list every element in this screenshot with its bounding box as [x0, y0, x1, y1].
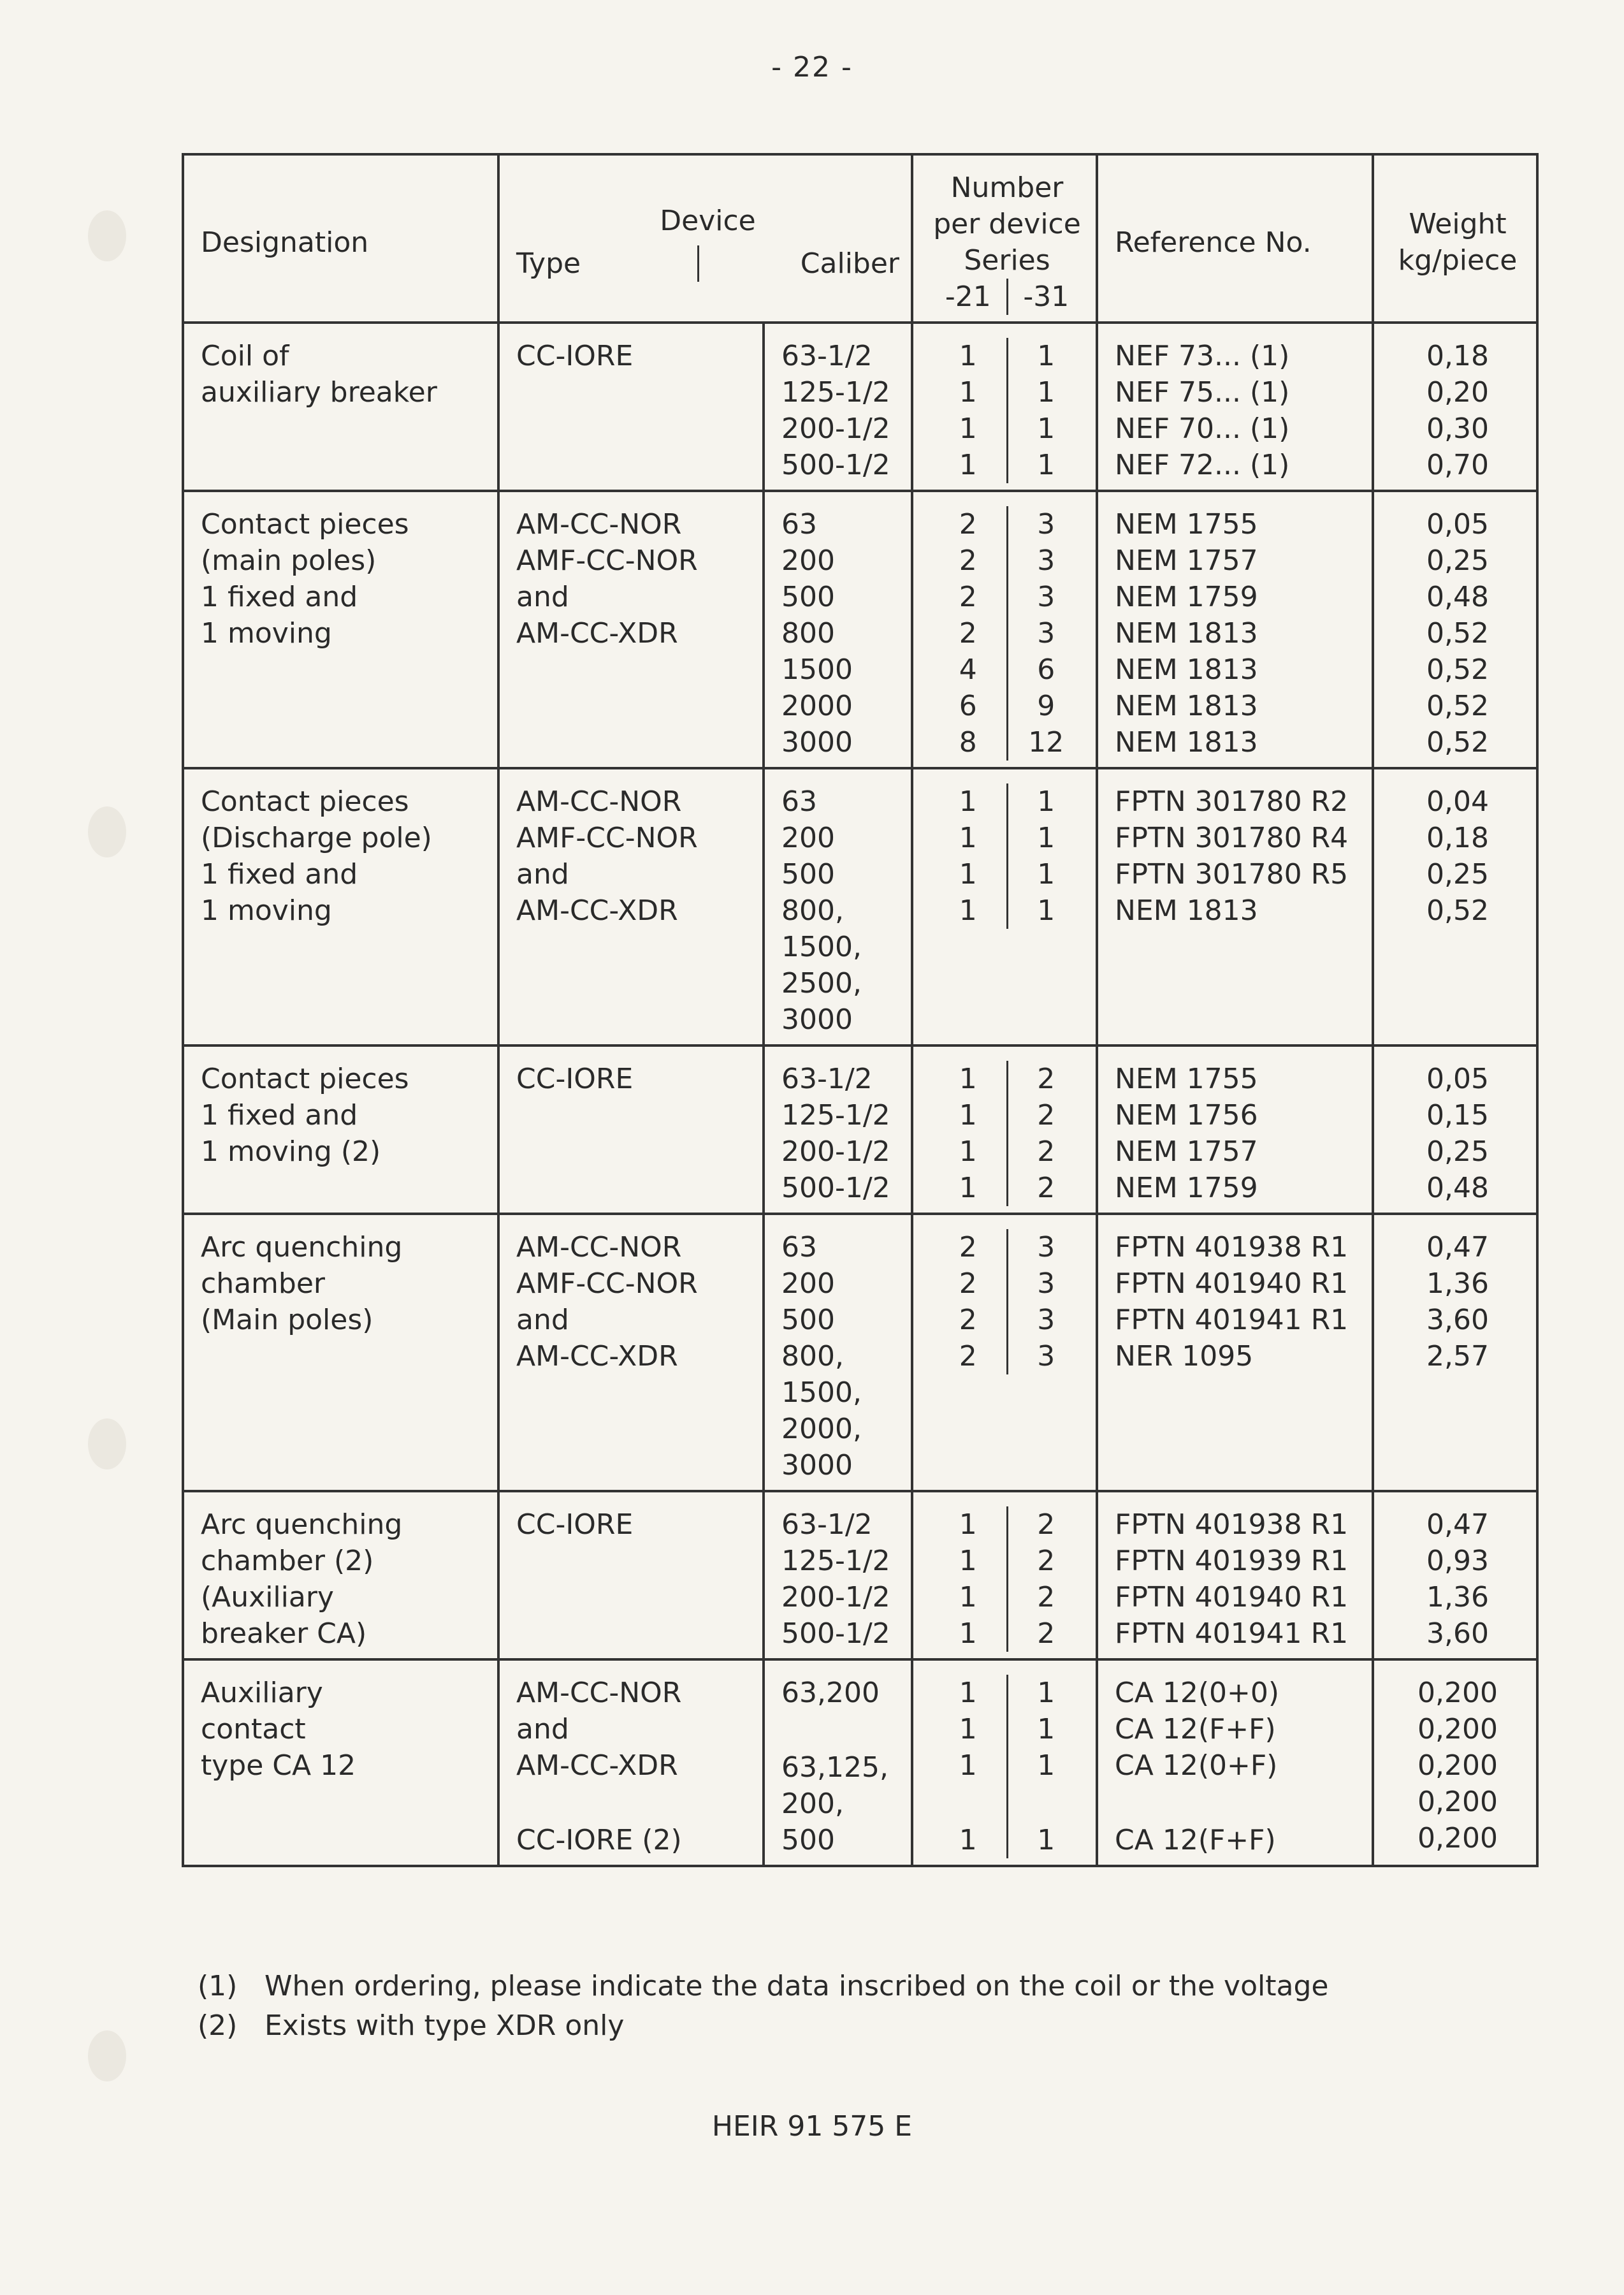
- series-31-value: 1: [1037, 1749, 1055, 1782]
- type-cell: [498, 768, 764, 1046]
- footnote: (1) When ordering, please indicate the data inscribed on the coil or the voltage: [198, 1970, 1329, 2002]
- caliber-cell: [764, 1046, 912, 1214]
- weight-line: 3,60: [1426, 1304, 1489, 1336]
- designation-line: (Main poles): [201, 1304, 373, 1336]
- type-line: AMF-CC-NOR: [516, 1267, 698, 1300]
- reference-line: NEF 75... (1): [1115, 376, 1290, 409]
- series-21-value: 1: [959, 1713, 977, 1745]
- reference-line: NEM 1813: [1115, 653, 1258, 686]
- reference-line: FPTN 301780 R4: [1115, 822, 1349, 854]
- series-21-value: 1: [959, 822, 977, 854]
- series-31-value: 12: [1028, 726, 1064, 759]
- weight-line: 1,36: [1426, 1267, 1489, 1300]
- reference-line: NEF 72... (1): [1115, 449, 1290, 481]
- reference-line: CA 12(0+F): [1115, 1749, 1278, 1782]
- header-caliber: Caliber: [697, 245, 899, 282]
- series-31-value: 2: [1037, 1063, 1055, 1095]
- reference-line: FPTN 401938 R1: [1115, 1508, 1349, 1541]
- caliber-line: 1500: [781, 653, 853, 686]
- reference-cell: [1097, 1491, 1373, 1659]
- designation-line: 1 fixed and: [201, 858, 358, 891]
- type-cell: [498, 1491, 764, 1659]
- table-row: [183, 1214, 1537, 1491]
- designation-line: 1 moving: [201, 894, 332, 927]
- weight-line: 0,48: [1426, 581, 1489, 613]
- type-line: AM-CC-NOR: [516, 1677, 682, 1709]
- series-31-value: 1: [1037, 858, 1055, 891]
- designation-line: Contact pieces: [201, 1063, 409, 1095]
- series-21-value: 4: [959, 653, 977, 686]
- caliber-line: 500-1/2: [781, 449, 890, 481]
- weight-line: 0,25: [1426, 858, 1489, 891]
- designation-cell: [183, 1491, 498, 1659]
- weight-line: 0,52: [1426, 726, 1489, 759]
- series-31-value: 1: [1037, 449, 1055, 481]
- type-line: AM-CC-XDR: [516, 617, 678, 650]
- series-21-value: 1: [959, 340, 977, 372]
- reference-line: NEM 1757: [1115, 1135, 1258, 1168]
- designation-cell: [183, 323, 498, 491]
- header-designation: Designation: [183, 154, 498, 323]
- caliber-line: 125-1/2: [781, 1545, 890, 1577]
- caliber-line: 63,200: [781, 1677, 880, 1709]
- designation-line: chamber: [201, 1267, 325, 1300]
- reference-cell: [1097, 768, 1373, 1046]
- punch-hole: [88, 2030, 126, 2081]
- series-21-value: 2: [959, 508, 977, 541]
- series-31-value: 9: [1037, 690, 1055, 722]
- weight-line: 3,60: [1426, 1617, 1489, 1650]
- reference-line: NEM 1813: [1115, 690, 1258, 722]
- table-row: [183, 1491, 1537, 1659]
- weight-line: 0,70: [1426, 449, 1489, 481]
- type-line: CC-IORE (2): [516, 1824, 682, 1856]
- header-number: Number per device Series -21 -31: [912, 154, 1097, 323]
- caliber-line: 200-1/2: [781, 412, 890, 445]
- reference-cell: [1097, 491, 1373, 768]
- series-21-value: 8: [959, 726, 977, 759]
- reference-line: CA 12(F+F): [1115, 1713, 1276, 1745]
- type-line: AM-CC-NOR: [516, 508, 682, 541]
- number-cell: [912, 1659, 1097, 1866]
- designation-line: Coil of: [201, 340, 289, 372]
- reference-cell: [1097, 1659, 1373, 1866]
- reference-line: CA 12(F+F): [1115, 1824, 1276, 1856]
- caliber-line: 125-1/2: [781, 1099, 890, 1132]
- caliber-line: 200,: [781, 1788, 844, 1820]
- number-cell: [912, 768, 1097, 1046]
- caliber-line: 500-1/2: [781, 1617, 890, 1650]
- number-cell: [912, 1046, 1097, 1214]
- reference-line: FPTN 401939 R1: [1115, 1545, 1349, 1577]
- designation-line: (Auxiliary: [201, 1581, 334, 1614]
- series-21-value: 2: [959, 1267, 977, 1300]
- weight-line: 0,200: [1417, 1713, 1498, 1745]
- weight-line: 0,18: [1426, 822, 1489, 854]
- series-31-value: 2: [1037, 1135, 1055, 1168]
- document-code: HEIR 91 575 E: [711, 2110, 913, 2143]
- caliber-line: 200: [781, 544, 835, 577]
- designation-line: (Discharge pole): [201, 822, 432, 854]
- series-21-value: 2: [959, 1304, 977, 1336]
- type-line: AM-CC-NOR: [516, 1231, 682, 1264]
- series-31-value: 1: [1037, 412, 1055, 445]
- series-31-value: 3: [1037, 1267, 1055, 1300]
- caliber-line: 200-1/2: [781, 1581, 890, 1614]
- weight-line: 0,05: [1426, 1063, 1489, 1095]
- weight-line: 0,05: [1426, 508, 1489, 541]
- reference-line: NEM 1756: [1115, 1099, 1258, 1132]
- type-line: AMF-CC-NOR: [516, 822, 698, 854]
- designation-line: 1 fixed and: [201, 581, 358, 613]
- series-31-value: 3: [1037, 1340, 1055, 1373]
- number-cell: [912, 323, 1097, 491]
- reference-line: FPTN 301780 R2: [1115, 785, 1349, 818]
- caliber-line: 3000: [781, 1449, 853, 1482]
- weight-line: 2,57: [1426, 1340, 1489, 1373]
- caliber-line: 63: [781, 1231, 817, 1264]
- weight-line: 0,200: [1417, 1822, 1498, 1854]
- weight-line: 0,200: [1417, 1786, 1498, 1818]
- caliber-line: 500: [781, 1304, 835, 1336]
- series-21-value: 1: [959, 1063, 977, 1095]
- type-line: and: [516, 581, 569, 613]
- caliber-line: 63-1/2: [781, 1508, 873, 1541]
- caliber-line: 200: [781, 822, 835, 854]
- table-row: [183, 491, 1537, 768]
- designation-line: 1 fixed and: [201, 1099, 358, 1132]
- page-number: - 22 -: [771, 51, 853, 84]
- caliber-cell: [764, 1214, 912, 1491]
- series-31-value: 2: [1037, 1617, 1055, 1650]
- weight-line: 0,52: [1426, 653, 1489, 686]
- punch-hole: [88, 806, 126, 857]
- series-31-value: 3: [1037, 617, 1055, 650]
- reference-line: NEM 1813: [1115, 617, 1258, 650]
- footnote: (2) Exists with type XDR only: [198, 2009, 625, 2042]
- weight-cell: [1373, 768, 1537, 1046]
- reference-line: NEM 1755: [1115, 508, 1258, 541]
- weight-line: 0,52: [1426, 894, 1489, 927]
- designation-line: type CA 12: [201, 1749, 356, 1782]
- designation-line: (main poles): [201, 544, 377, 577]
- table-row: [183, 323, 1537, 491]
- caliber-cell: [764, 768, 912, 1046]
- weight-cell: [1373, 491, 1537, 768]
- caliber-line: 1500,: [781, 931, 862, 963]
- designation-line: chamber (2): [201, 1545, 374, 1577]
- reference-line: NER 1095: [1115, 1340, 1254, 1373]
- punch-hole: [88, 1418, 126, 1469]
- series-31-value: 2: [1037, 1508, 1055, 1541]
- caliber-line: 500: [781, 1824, 835, 1856]
- series-21-value: 1: [959, 1508, 977, 1541]
- weight-line: 0,93: [1426, 1545, 1489, 1577]
- series-21-value: 1: [959, 894, 977, 927]
- designation-line: Contact pieces: [201, 785, 409, 818]
- reference-line: FPTN 401940 R1: [1115, 1267, 1349, 1300]
- series-31-value: 1: [1037, 1713, 1055, 1745]
- series-21-value: 1: [959, 1824, 977, 1856]
- weight-line: 0,52: [1426, 617, 1489, 650]
- series-31-value: 6: [1037, 653, 1055, 686]
- type-line: CC-IORE: [516, 1063, 634, 1095]
- caliber-line: 800: [781, 617, 835, 650]
- spare-parts-table: [182, 153, 1539, 1867]
- caliber-line: 500: [781, 858, 835, 891]
- series-21-value: 1: [959, 1545, 977, 1577]
- weight-line: 0,30: [1426, 412, 1489, 445]
- header-device: [498, 154, 912, 323]
- reference-line: FPTN 401938 R1: [1115, 1231, 1349, 1264]
- number-cell: [912, 1491, 1097, 1659]
- reference-line: NEM 1813: [1115, 726, 1258, 759]
- table-row: [183, 768, 1537, 1046]
- caliber-line: 500-1/2: [781, 1172, 890, 1204]
- reference-line: FPTN 401941 R1: [1115, 1304, 1349, 1336]
- series-21-value: 1: [959, 785, 977, 818]
- weight-line: 0,04: [1426, 785, 1489, 818]
- series-21-value: 1: [959, 376, 977, 409]
- weight-cell: [1373, 1214, 1537, 1491]
- caliber-line: 63,125,: [781, 1751, 888, 1784]
- caliber-line: 63-1/2: [781, 1063, 873, 1095]
- series-31-value: 3: [1037, 508, 1055, 541]
- reference-line: NEM 1813: [1115, 894, 1258, 927]
- reference-cell: [1097, 1214, 1373, 1491]
- series-21-value: 1: [959, 1099, 977, 1132]
- table-row: [183, 1046, 1537, 1214]
- footnotes: [198, 1967, 1328, 2046]
- reference-line: FPTN 401941 R1: [1115, 1617, 1349, 1650]
- caliber-line: 200: [781, 1267, 835, 1300]
- series-21-value: 2: [959, 581, 977, 613]
- header-series-21: -21: [930, 279, 1008, 315]
- caliber-line: 800,: [781, 894, 844, 927]
- weight-line: 0,47: [1426, 1508, 1489, 1541]
- reference-line: NEM 1759: [1115, 581, 1258, 613]
- series-21-value: 2: [959, 1340, 977, 1373]
- type-line: and: [516, 1713, 569, 1745]
- weight-line: 0,15: [1426, 1099, 1489, 1132]
- series-31-value: 2: [1037, 1581, 1055, 1614]
- weight-line: 0,25: [1426, 1135, 1489, 1168]
- weight-line: 0,47: [1426, 1231, 1489, 1264]
- table-header-row: [183, 154, 1537, 323]
- type-line: AM-CC-XDR: [516, 1749, 678, 1782]
- series-21-value: 2: [959, 1231, 977, 1264]
- weight-line: 0,52: [1426, 690, 1489, 722]
- number-cell: [912, 1214, 1097, 1491]
- weight-line: 0,200: [1417, 1749, 1498, 1782]
- series-31-value: 1: [1037, 785, 1055, 818]
- series-21-value: 1: [959, 1172, 977, 1204]
- series-21-value: 1: [959, 858, 977, 891]
- series-21-value: 1: [959, 412, 977, 445]
- designation-cell: [183, 768, 498, 1046]
- series-21-value: 1: [959, 1617, 977, 1650]
- caliber-line: 2500,: [781, 967, 862, 1000]
- weight-cell: [1373, 1659, 1537, 1866]
- designation-line: Auxiliary: [201, 1677, 323, 1709]
- series-31-value: 3: [1037, 1231, 1055, 1264]
- caliber-line: 63: [781, 508, 817, 541]
- caliber-line: 3000: [781, 1003, 853, 1036]
- caliber-line: 200-1/2: [781, 1135, 890, 1168]
- series-21-value: 1: [959, 1581, 977, 1614]
- header-weight: Weight kg/piece: [1373, 154, 1537, 323]
- weight-cell: [1373, 1491, 1537, 1659]
- punch-hole: [88, 210, 126, 261]
- reference-line: CA 12(0+0): [1115, 1677, 1279, 1709]
- designation-line: contact: [201, 1713, 306, 1745]
- table-row: [183, 1659, 1537, 1866]
- caliber-cell: [764, 323, 912, 491]
- type-cell: [498, 1214, 764, 1491]
- series-31-value: 1: [1037, 340, 1055, 372]
- reference-line: NEM 1759: [1115, 1172, 1258, 1204]
- series-31-value: 1: [1037, 894, 1055, 927]
- reference-line: FPTN 401940 R1: [1115, 1581, 1349, 1614]
- weight-cell: [1373, 323, 1537, 491]
- reference-cell: [1097, 1046, 1373, 1214]
- designation-cell: [183, 491, 498, 768]
- type-cell: [498, 1659, 764, 1866]
- type-cell: [498, 491, 764, 768]
- designation-line: Arc quenching: [201, 1231, 403, 1264]
- header-device-label: Device: [660, 205, 756, 237]
- series-31-value: 3: [1037, 1304, 1055, 1336]
- caliber-cell: [764, 1491, 912, 1659]
- caliber-line: 63: [781, 785, 817, 818]
- type-line: and: [516, 858, 569, 891]
- caliber-line: 500: [781, 581, 835, 613]
- caliber-line: 800,: [781, 1340, 844, 1373]
- type-line: AM-CC-NOR: [516, 785, 682, 818]
- designation-cell: [183, 1214, 498, 1491]
- series-31-value: 2: [1037, 1172, 1055, 1204]
- type-line: AM-CC-XDR: [516, 894, 678, 927]
- type-cell: [498, 323, 764, 491]
- series-21-value: 6: [959, 690, 977, 722]
- series-31-value: 2: [1037, 1545, 1055, 1577]
- reference-line: NEM 1755: [1115, 1063, 1258, 1095]
- type-line: CC-IORE: [516, 1508, 634, 1541]
- type-cell: [498, 1046, 764, 1214]
- series-31-value: 3: [1037, 581, 1055, 613]
- series-31-value: 3: [1037, 544, 1055, 577]
- caliber-line: 125-1/2: [781, 376, 890, 409]
- caliber-line: 3000: [781, 726, 853, 759]
- series-21-value: 1: [959, 1677, 977, 1709]
- caliber-cell: [764, 491, 912, 768]
- caliber-line: 2000,: [781, 1413, 862, 1445]
- weight-line: 0,48: [1426, 1172, 1489, 1204]
- designation-line: Contact pieces: [201, 508, 409, 541]
- series-31-value: 1: [1037, 376, 1055, 409]
- type-line: AMF-CC-NOR: [516, 544, 698, 577]
- series-31-value: 1: [1037, 1824, 1055, 1856]
- series-21-value: 2: [959, 544, 977, 577]
- series-31-value: 1: [1037, 822, 1055, 854]
- caliber-line: 1500,: [781, 1376, 862, 1409]
- header-reference: Reference No.: [1097, 154, 1373, 323]
- reference-line: FPTN 301780 R5: [1115, 858, 1349, 891]
- designation-line: 1 moving (2): [201, 1135, 381, 1168]
- weight-cell: [1373, 1046, 1537, 1214]
- designation-cell: [183, 1046, 498, 1214]
- designation-cell: [183, 1659, 498, 1866]
- weight-line: 0,18: [1426, 340, 1489, 372]
- designation-line: 1 moving: [201, 617, 332, 650]
- weight-line: 0,200: [1417, 1677, 1498, 1709]
- designation-line: breaker CA): [201, 1617, 367, 1650]
- type-line: and: [516, 1304, 569, 1336]
- reference-line: NEF 70... (1): [1115, 412, 1290, 445]
- reference-line: NEM 1757: [1115, 544, 1258, 577]
- series-31-value: 1: [1037, 1677, 1055, 1709]
- weight-line: 1,36: [1426, 1581, 1489, 1614]
- reference-line: NEF 73... (1): [1115, 340, 1290, 372]
- header-type: Type: [516, 247, 581, 280]
- weight-line: 0,20: [1426, 376, 1489, 409]
- type-line: AM-CC-XDR: [516, 1340, 678, 1373]
- series-31-value: 2: [1037, 1099, 1055, 1132]
- series-21-value: 1: [959, 1749, 977, 1782]
- series-21-value: 2: [959, 617, 977, 650]
- header-series-31: -31: [1023, 280, 1069, 313]
- series-21-value: 1: [959, 449, 977, 481]
- caliber-cell: [764, 1659, 912, 1866]
- weight-line: 0,25: [1426, 544, 1489, 577]
- number-cell: [912, 491, 1097, 768]
- caliber-line: 63-1/2: [781, 340, 873, 372]
- type-line: CC-IORE: [516, 340, 634, 372]
- designation-line: auxiliary breaker: [201, 376, 437, 409]
- series-21-value: 1: [959, 1135, 977, 1168]
- designation-line: Arc quenching: [201, 1508, 403, 1541]
- reference-cell: [1097, 323, 1373, 491]
- caliber-line: 2000: [781, 690, 853, 722]
